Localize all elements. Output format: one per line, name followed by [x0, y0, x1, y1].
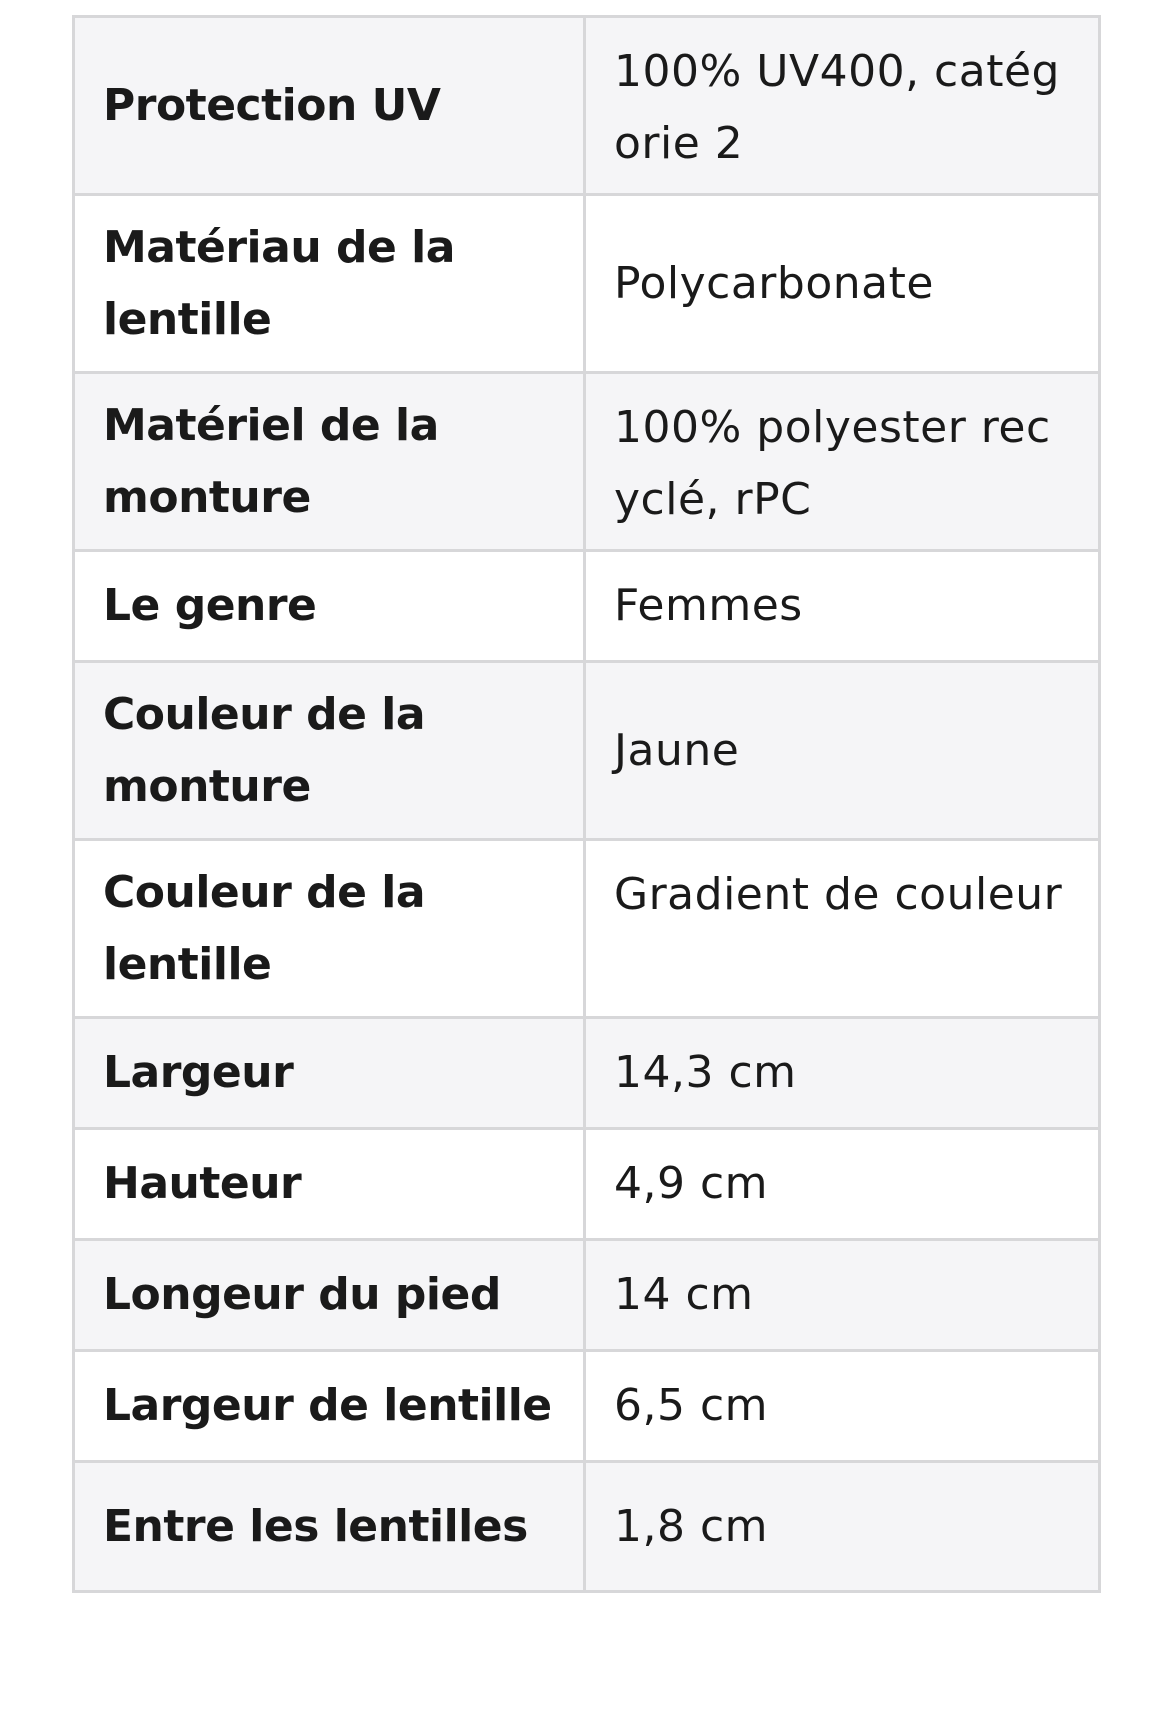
- spec-label: Couleur de la monture: [74, 662, 585, 840]
- spec-row-lens-color: [74, 840, 1100, 1018]
- spec-row-lens-width: [74, 1351, 1100, 1462]
- spec-row-gender: [74, 551, 1100, 662]
- spec-label: Entre les lentilles: [74, 1462, 585, 1592]
- spec-label: Largeur: [74, 1018, 585, 1129]
- spec-value: 6,5 cm: [585, 1351, 1100, 1462]
- spec-value: Femmes: [585, 551, 1100, 662]
- spec-label: Matériel de la monture: [74, 373, 585, 551]
- product-spec-table: [72, 15, 1101, 1593]
- spec-label: Couleur de la lentille: [74, 840, 585, 1018]
- spec-value: 14,3 cm: [585, 1018, 1100, 1129]
- spec-row-temple-length: [74, 1240, 1100, 1351]
- spec-value: Gradient de couleur: [585, 840, 1100, 1018]
- spec-label: Hauteur: [74, 1129, 585, 1240]
- spec-row-height: [74, 1129, 1100, 1240]
- spec-row-bridge-width: [74, 1462, 1100, 1592]
- spec-value: 4,9 cm: [585, 1129, 1100, 1240]
- spec-label: Longeur du pied: [74, 1240, 585, 1351]
- spec-value: 14 cm: [585, 1240, 1100, 1351]
- spec-value: 1,8 cm: [585, 1462, 1100, 1592]
- spec-row-uv-protection: [74, 17, 1100, 195]
- spec-value: 100% polyester recyclé, rPC: [585, 373, 1100, 551]
- spec-value: Jaune: [585, 662, 1100, 840]
- spec-label: Protection UV: [74, 17, 585, 195]
- spec-row-width: [74, 1018, 1100, 1129]
- spec-value: 100% UV400, catégorie 2: [585, 17, 1100, 195]
- spec-label: Matériau de la lentille: [74, 195, 585, 373]
- spec-label: Largeur de lentille: [74, 1351, 585, 1462]
- spec-label: Le genre: [74, 551, 585, 662]
- spec-row-lens-material: [74, 195, 1100, 373]
- spec-row-frame-material: [74, 373, 1100, 551]
- spec-value: Polycarbonate: [585, 195, 1100, 373]
- spec-row-frame-color: [74, 662, 1100, 840]
